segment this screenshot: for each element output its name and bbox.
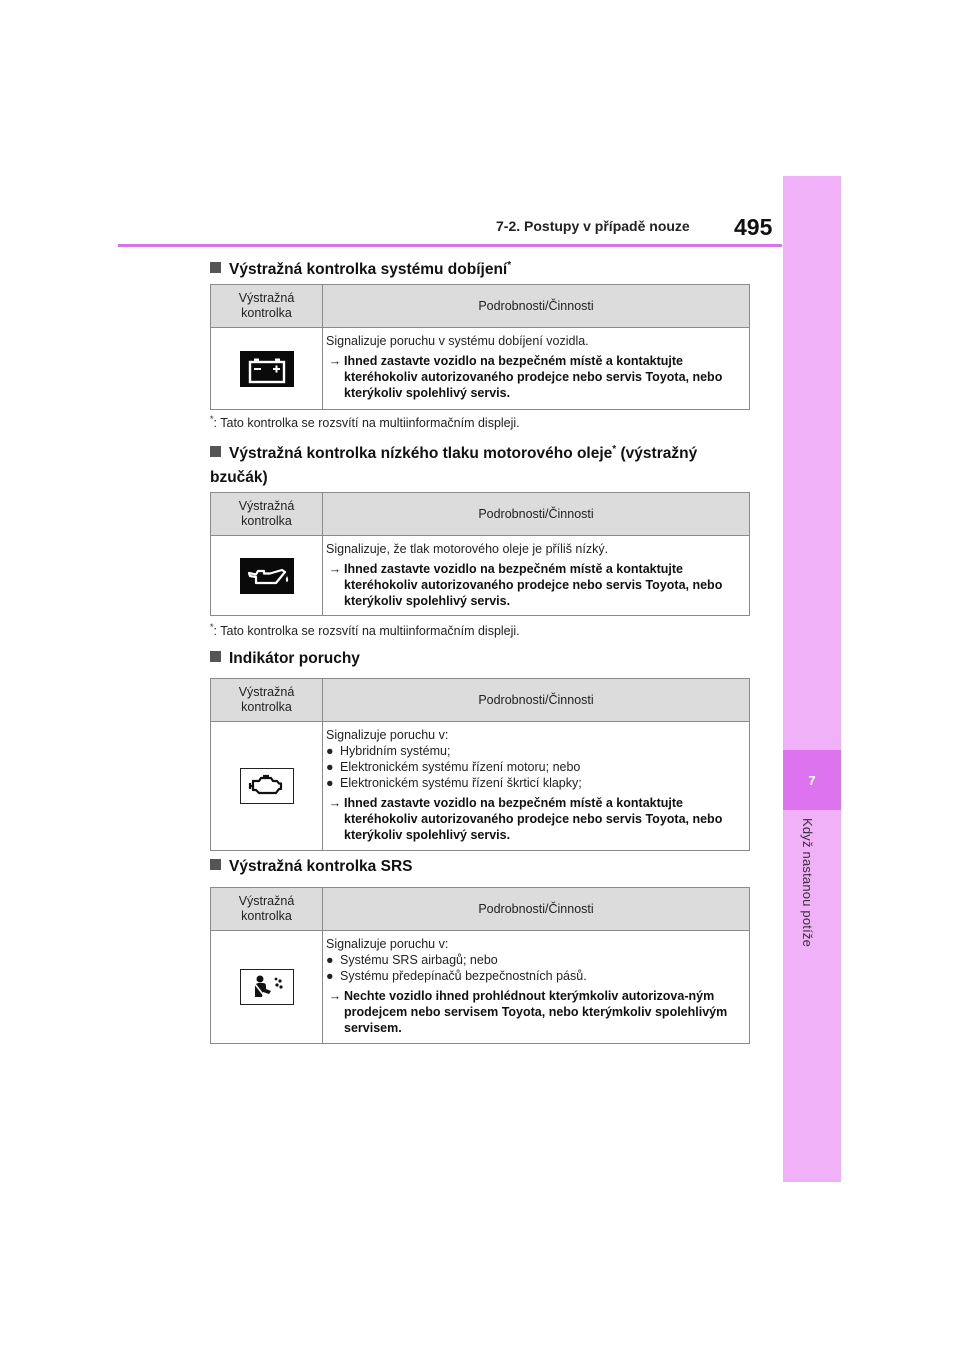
oil-can-icon (240, 558, 294, 594)
footnote: *: Tato kontrolka se rozsvítí na multiinformačním displeji. (210, 414, 520, 431)
list-item: ● Elektronickém systému řízení škrticí klapky; (326, 776, 582, 790)
col-header-indicator: Výstražná kontrolka (211, 888, 323, 931)
description-text: Signalizuje poruchu v systému dobíjení vozidla. (326, 334, 589, 348)
description-text: Signalizuje poruchu v: (326, 728, 449, 742)
table-header-row (211, 493, 750, 536)
chapter-number: 7 (783, 750, 841, 810)
section-heading-oil-pressure: Výstražná kontrolka nízkého tlaku motorového oleje* (výstražný bzučák) (210, 444, 698, 487)
warning-table-charging (210, 284, 750, 410)
description-text: Signalizuje poruchu v: (326, 937, 449, 951)
col-header-details: Podrobnosti/Činnosti (323, 679, 750, 722)
table-header-row (211, 888, 750, 931)
chapter-title: Když nastanou potíže (800, 818, 815, 948)
col-header-details: Podrobnosti/Činnosti (323, 493, 750, 536)
arrow-icon: → (328, 796, 342, 810)
warning-table-malfunction (210, 678, 750, 851)
action-instruction: → Ihned zastavte vozidlo na bezpečném místě a kontaktujte kteréhokoliv autorizovaného prodejce nebo servis Toyota, nebo kterýkoliv spolehlivý servis. (326, 353, 743, 401)
table-row (211, 722, 750, 851)
table-row (211, 536, 750, 616)
table-row (211, 931, 750, 1044)
col-header-indicator: Výstražná kontrolka (211, 493, 323, 536)
airbag-icon (240, 969, 294, 1005)
warning-table-srs (210, 887, 750, 1044)
square-bullet-icon (210, 859, 221, 870)
header-rule (118, 244, 782, 247)
arrow-icon: → (328, 989, 342, 1003)
list-item: ● Systému SRS airbagů; nebo (326, 953, 498, 967)
list-item: ● Systému předepínačů bezpečnostních pásů. (326, 969, 587, 983)
col-header-indicator: Výstražná kontrolka (211, 285, 323, 328)
chapter-side-tab (783, 176, 841, 1182)
square-bullet-icon (210, 651, 221, 662)
square-bullet-icon (210, 262, 221, 273)
section-heading-malfunction: Indikátor poruchy (210, 647, 750, 671)
arrow-icon: → (328, 354, 342, 368)
section-heading-charging: Výstražná kontrolka systému dobíjení* (210, 254, 750, 282)
check-engine-icon (240, 768, 294, 804)
arrow-icon: → (328, 562, 342, 576)
description-text: Signalizuje, že tlak motorového oleje je příliš nízký. (326, 542, 609, 556)
page-number: 495 (734, 214, 773, 240)
list-item: ● Elektronickém systému řízení motoru; nebo (326, 760, 581, 774)
col-header-details: Podrobnosti/Činnosti (323, 888, 750, 931)
table-row (211, 328, 750, 410)
section-title: 7-2. Postupy v případě nouze (496, 218, 690, 234)
action-instruction: → Nechte vozidlo ihned prohlédnout kterýmkoliv autorizova-ným prodejcem nebo servisem Toyota, nebo kterýmkoliv spolehlivým servisem. (326, 988, 743, 1036)
footnote: *: Tato kontrolka se rozsvítí na multiinformačním displeji. (210, 622, 520, 639)
battery-icon (240, 351, 294, 387)
col-header-details: Podrobnosti/Činnosti (323, 285, 750, 328)
square-bullet-icon (210, 446, 221, 457)
action-instruction: → Ihned zastavte vozidlo na bezpečném místě a kontaktujte kteréhokoliv autorizovaného prodejce nebo servis Toyota, nebo kterýkoliv spolehlivý servis. (326, 795, 743, 843)
warning-table-oil-pressure (210, 492, 750, 616)
section-heading-srs: Výstražná kontrolka SRS (210, 855, 750, 879)
table-header-row (211, 285, 750, 328)
list-item: ● Hybridním systému; (326, 744, 451, 758)
col-header-indicator: Výstražná kontrolka (211, 679, 323, 722)
table-header-row (211, 679, 750, 722)
action-instruction: → Ihned zastavte vozidlo na bezpečném místě a kontaktujte kteréhokoliv autorizovaného prodejce nebo servis Toyota, nebo kterýkoliv spolehlivý servis. (326, 561, 743, 609)
